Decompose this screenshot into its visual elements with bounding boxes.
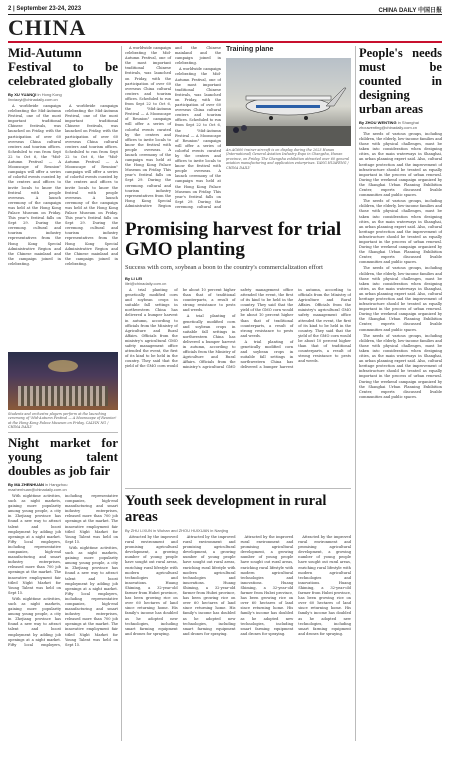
author-email: mazhenhuan@chinadaily.com.cn bbox=[8, 487, 67, 492]
article-body: Attracted by the improved rural environment and promising agricultural development, a growing number of young people have sought out rural areas, enriching rural lifestyle with modern agricultural technologies and innovations. Huang Shiming, a 32-year-old farmer from Hubei province, has been growing rice on over 60 hectares of land since returning home. His family's income has doubled as he adopted new technologies, including smart farming equipment and drones for spraying. bbox=[240, 535, 294, 636]
article-gmo bbox=[125, 220, 351, 458]
author-email: lilei@chinadaily.com.cn bbox=[125, 281, 167, 286]
article-body: With nighttime activities, such as night markets, gaining more popularity among young people, a city in Zhejiang province has found a new way to attract talent and boost employment by adding job openings at a night market. Fifty local employers, including representative companies, high-end manufacturing and smart industry enterprises, released more than 700 job openings at the market. The innovative employment fair titled Night Market for Young Talent was held on Sept 15. bbox=[65, 545, 118, 647]
page-header: 2 | September 23-24, 2023 CHINA DAILY 中国日报 bbox=[8, 6, 442, 14]
article-body: The needs of various groups, including children, the elderly, low-income families and those with physical challenges, must be taken into consideration when designing cities, as the main waterways in Shanghai, an urban planning expert said. Also, cultural heritage protection and the improvement of infrastructure should be treated as equally important in the process of urban renewal. During the weekend campaign organized by the Shanghai Urban Planning Exhibition Center, experts discussed livable communities and public spaces. bbox=[359, 266, 442, 332]
article-body: A trial planting of genetically modified corn and soybean crops in suitable fall settings in northwestern China has delivered a bumper harvest in autumn, according to officials from the Ministry of Agriculture and Rural Affairs. Officials from the ministry's agricultural GMO safety management office attended the event, the first of its kind to be held in the country. They said that the yield of the GMO corn would be about 10 percent higher than that of traditional counterparts, a result of strong resistance to pests and weeds. bbox=[182, 288, 294, 370]
article-body: The needs of various groups, including children, the elderly, low-income families and those with physical challenges, must be taken into consideration when designing cities, as the main waterways in Shanghai, an urban planning expert said. Also, cultural heritage protection and the improvement of infrastructure should be treated as equally important in the process of urban renewal. During the weekend campaign organized by the Shanghai Urban Planning Exhibition Center, experts discussed livable communities and public spaces. bbox=[359, 333, 442, 399]
article-night-market: Night market for young talent doubles as job fair By MA ZHENHUAN in Hangzhou mazhenhuan@chinadaily.com.cn With nighttime activities, such as night markets, gaining more popularity among young people, a city in Zhejiang province has found a new way to attract talent and boost employment by adding job openings at a night market. Fifty local employers, including representative companies, high-end manufacturing and smart industry enterprises, released more than 700 job openings at the market. The innovative employment fair titled Night Market for Young Talent was held on Sept 15. With nighttime activities, such as night markets, gaining more popularity among young people, a city in Zhejiang province has found a new way to attract talent and boost employment by adding job openings at a night market. Fifty local employers, including representative companies, high-end manufacturing and smart industry enterprises, released more than 700 job openings at the market. The innovative employment fair titled Night Market for Young Talent was held on Sept 15. With nighttime activities, such as night markets, gaining more popularity among young people, a city in Zhejiang province has found a new way to attract talent and boost employment by adding job openings at a night market. Fifty local employers, including representative companies, high-end manufacturing and smart industry enterprises, released more than 700 job openings at the market. The innovative employment fair titled Night Market for Young Talent was held on Sept 15. bbox=[8, 435, 118, 647]
article-body: A trial planting of genetically modified corn and soybean crops in suitable fall settings in northwestern China has delivered a bumper harvest in autumn, according to officials from the Ministry of Agriculture and Rural Affairs. Officials from the ministry's agricultural GMO safety management office attended the event, the first of its kind to be held in the country. They said that the yield of the GMO corn would be about 10 percent higher than that of traditional counterparts, a result of strong resistance to pests and weeds. bbox=[240, 288, 351, 370]
article-urban-design: People's needs must be counted in designing urban areas By ZHOU WENTING in Shanghai zhouwenting@chinadaily.com.cn The needs of various groups, including children, the elderly, low-income families and those with physical challenges, must be taken into consideration when designing cities, as the main waterways in Shanghai, an urban planning expert said. Also, cultural heritage protection and the improvement of infrastructure should be treated as equally important in the process of urban renewal. During the weekend campaign organized by the Shanghai Urban Planning Exhibition Center, experts discussed livable communities and public spaces. The needs of various groups, including children, the elderly, low-income families and those with physical challenges, must be taken into consideration when designing cities, as the main waterways in Shanghai, an urban planning expert said. Also, cultural heritage protection and the improvement of infrastructure should be treated as equally important in the process of urban renewal. During the weekend campaign organized by the Shanghai Urban Planning Exhibition Center, experts discussed livable communities and public spaces. The needs of various groups, including children, the elderly, low-income families and those with physical challenges, must be taken into consideration when designing cities, as the main waterways in Shanghai, an urban planning expert said. Also, cultural heritage protection and the improvement of infrastructure should be treated as equally important in the process of urban renewal. During the weekend campaign organized by the Shanghai Urban Planning Exhibition Center, experts discussed livable communities and public spaces. The needs of various groups, including children, the elderly, low-income families and those with physical challenges, must be taken into consideration when designing cities, as the main waterways in Shanghai, an urban planning expert said. Also, cultural heritage protection and the improvement of infrastructure should be treated as equally important in the process of urban renewal. During the weekend campaign organized by the Shanghai Urban Planning Exhibition Center, experts discussed livable communities and public spaces. bbox=[359, 46, 442, 399]
article-body: A worldwide campaign celebrating the Mid-Autumn Festival, one of the most important traditional Chinese festivals, was launched on Friday, with the participation of over 60 overseas China cultural centers and tourism offices. Scheduled to run from Sept 22 to Oct 6, the "Mid-Autumn Festival — A Moonscape of Reunion" campaign will offer a series of colorful events curated by the centers and offices to invite locals to know the festival with people overseas. A launch ceremony of the campaign was held at the Hong Kong Palace Museum on Friday. This year's festival falls on Sept 29. During the ceremony, cultural and tourism industry representatives from the Hong Kong Special Administrative Region and the Chinese mainland and the campaign joined in celebrating. bbox=[8, 104, 61, 266]
article-body: Attracted by the improved rural environment and promising agricultural development, a growing number of young people have sought out rural areas, enriching rural lifestyle with modern agricultural technologies and innovations. Huang Shiming, a 32-year-old farmer from Hubei province, has been growing rice on over 60 hectares of land since returning home. His family's income has doubled as he adopted new technologies, including smart farming equipment and drones for spraying. bbox=[125, 535, 178, 636]
article-headline: People's needs must be counted in designing urban areas bbox=[359, 46, 442, 116]
author-email: zhouwenting@chinadaily.com.cn bbox=[359, 125, 418, 130]
article-body: The needs of various groups, including children, the elderly, low-income families and those with physical challenges, must be taken into consideration when designing cities, as the main waterways in Shanghai, an urban planning expert said. Also, cultural heritage protection and the improvement of infrastructure should be treated as equally important in the process of urban renewal. During the weekend campaign organized by the Shanghai Urban Planning Exhibition Center, experts discussed livable communities and public spaces. bbox=[359, 199, 442, 265]
byline: By MA ZHENHUAN bbox=[8, 482, 44, 487]
byline: By LI LEI bbox=[125, 276, 143, 281]
article-headline: Mid-Autumn Festival to be celebrated globally bbox=[8, 45, 118, 88]
article-headline: Youth seek development in rural areas bbox=[125, 493, 327, 525]
ceremony-photo bbox=[8, 352, 118, 410]
paper-name-cn: 中国日报 bbox=[417, 7, 442, 14]
author-email: linxiaoyi@chinadaily.com.cn bbox=[8, 97, 58, 102]
article-body: A worldwide campaign celebrating the Mid-Autumn Festival, one of the most important traditional Chinese festivals, was launched on Friday, with the participation of over 60 overseas China cultural centers and tourism offices. Scheduled to run from Sept 22 to Oct 6, the "Mid-Autumn Festival — A Moonscape of Reunion" campaign will offer a series of colorful events curated by the centers and offices to invite locals to know the festival with people overseas. A launch ceremony of the campaign was held at the Hong Kong Palace Museum on Friday. This year's festival falls on Sept 29. During the ceremony, cultural and tourism industry representatives from the Hong Kong Special Administrative Region and the Chinese mainland and the campaign joined in celebrating. bbox=[65, 104, 118, 266]
paper-name: CHINA DAILY bbox=[378, 7, 417, 14]
article-mid-autumn-continued bbox=[125, 46, 221, 214]
article-body: The needs of various groups, including children, the elderly, low-income families and those with physical challenges, must be taken into consideration when designing cities, as the main waterways in Shanghai, an urban planning expert said. Also, cultural heritage protection and the improvement of infrastructure should be treated as equally important in the process of urban renewal. During the weekend campaign organized by the Shanghai Urban Planning Exhibition Center, experts discussed livable communities and public spaces. bbox=[359, 132, 442, 198]
page-number: 2 bbox=[8, 6, 12, 12]
article-youth bbox=[125, 493, 351, 760]
article-headline: Promising harvest for trial GMO planting bbox=[125, 219, 342, 260]
aircraft-photo bbox=[226, 58, 351, 146]
photo-kicker: Training plane bbox=[226, 46, 274, 53]
byline: By ZHOU WENTING bbox=[359, 120, 397, 125]
article-body: A trial planting of genetically modified corn and soybean crops in suitable fall settings in northwestern China has delivered a bumper harvest in autumn, according to officials from the Ministry of Agriculture and Rural Affairs. Officials from the ministry's agricultural GMO safety management office attended the event, the first of its kind to be held in the country. They said that the yield of the GMO corn would be about 10 percent higher than that of traditional counterparts, a result of strong resistance to pests and weeds. bbox=[125, 288, 236, 369]
section-masthead bbox=[8, 14, 442, 43]
article-body: A worldwide campaign celebrating the Mid-Autumn Festival, one of the most important traditional Chinese festivals, was launched on Friday, with the participation of over 60 overseas China cultural centers and tourism offices. Scheduled to run from Sept 22 to Oct 6, the "Mid-Autumn Festival — A Moonscape of Reunion" campaign will offer a series of colorful events curated by the centers and offices to invite locals to know the festival with people overseas. A launch ceremony of the campaign was held at the Hong Kong Palace Museum on Friday. This year's festival falls on Sept 29. During the ceremony, cultural and bbox=[175, 67, 221, 209]
photo-caption: Students and orchestra players perform at the launching ceremony of 'Mid-Autumn Festival — A Moonscape of Reunion' at the Hong Kong Palace Museum on Friday. CALVIN NG / CHINA DAILY bbox=[8, 412, 117, 430]
section-title: CHINA bbox=[8, 15, 87, 40]
article-body: Attracted by the improved rural environment and promising agricultural development, a growing number of young people have sought out rural areas, enriching rural lifestyle with modern agricultural technologies and innovations. Huang Shiming, a 32-year-old farmer from Hubei province, has been growing rice on over 60 hectares of land since returning home. His family's income has doubled as he adopted new technologies, including smart farming equipment and drones for spraying. bbox=[182, 535, 236, 636]
byline: By XU YUANQI bbox=[8, 92, 37, 97]
aircraft-icon bbox=[226, 58, 351, 146]
article-subhead: Success with corn, soybean a boon to the country's commercialization effort bbox=[125, 264, 323, 271]
aircraft-caption: An AG600 trainer aircraft is on display during the 2023 Hunan (International) General Aviation Industry Expo in Changsha, Hunan province, on Friday. The Changsha exhibition attracted over 60 general aviation manufacturing and application enterprises. YANG HUAFENG / CHINA DAILY bbox=[226, 148, 350, 170]
article-body: Attracted by the improved rural environment and promising agricultural development, a growing number of young people have sought out rural areas, enriching rural lifestyle with modern agricultural technologies and innovations. Huang Shiming, a 32-year-old farmer from Hubei province, has been growing rice on over 60 hectares of land since returning home. His family's income has doubled as he adopted new technologies, including smart farming equipment and drones for spraying. bbox=[298, 535, 351, 636]
article-headline: Night market for young talent doubles as job fair bbox=[8, 435, 118, 478]
page-date: September 23-24, 2023 bbox=[16, 6, 82, 12]
article-body: A worldwide campaign celebrating the Mid-Autumn Festival, one of the most important traditional Chinese festivals, was launched on Friday, with the participation of over 60 overseas China cultural centers and tourism offices. Scheduled to run from Sept 22 to Oct 6, the "Mid-Autumn Festival — A Moonscape of Reunion" campaign will offer a series of colorful events curated by the centers and offices to invite locals to know the festival with people overseas. A launch ceremony of the campaign was held at the Hong Kong Palace Museum on Friday. This year's festival falls on Sept 29. During the ceremony, cultural and tourism industry representatives from the Hong Kong Special Administrative Region and the Chinese mainland and the campaign joined in celebrating. bbox=[125, 46, 221, 208]
article-body: With nighttime activities, such as night markets, gaining more popularity among young people, a city in Zhejiang province has found a new way to attract talent and boost employment by adding job openings at a night market. Fifty local employers, including representative companies, high-end manufacturing and smart industry enterprises, released more than 700 job openings at the market. The innovative employment fair titled Night Market for Young Talent was held on Sept 15. bbox=[8, 494, 118, 647]
article-body: With nighttime activities, such as night markets, gaining more popularity among young people, a city in Zhejiang province has found a new way to attract talent and boost employment by adding job openings at a night market. Fifty local employers, including representative companies, high-end manufacturing and smart industry enterprises, released more than 700 job openings at the market. The innovative employment fair titled Night Market for Young Talent was held on Sept 15. bbox=[8, 494, 61, 595]
byline: By ZHU LIXUN in Wuhan and ZHOU HUIXUAN in Nanjing bbox=[125, 528, 229, 533]
article-mid-autumn: Mid-Autumn Festival to be celebrated globally By XU YUANQI in Hong Kong linxiaoyi@chinadaily.com.cn A worldwide campaign celebrating the Mid-Autumn Festival, one of the most important traditional Chinese festivals, was launched on Friday, with the participation of over 60 overseas China cultural centers and tourism offices. Scheduled to run from Sept 22 to Oct 6, the "Mid-Autumn Festival — A Moonscape of Reunion" campaign will offer a series of colorful events curated by the centers and offices to invite locals to know the festival with people overseas. A launch ceremony of the campaign was held at the Hong Kong Palace Museum on Friday. This year's festival falls on Sept 29. During the ceremony, cultural and tourism industry representatives from the Hong Kong Special Administrative Region and the Chinese mainland and the campaign joined in celebrating. A worldwide campaign celebrating the Mid-Autumn Festival, one of the most important traditional Chinese festivals, was launched on Friday, with the participation of over 60 overseas China cultural centers and tourism offices. Scheduled to run from Sept 22 to Oct 6, the "Mid-Autumn Festival — A Moonscape of Reunion" campaign will offer a series of colorful events curated by the centers and offices to invite locals to know the festival with people overseas. A launch ceremony of the campaign was held at the Hong Kong Palace Museum on Friday. This year's festival falls on Sept 29. During the ceremony, cultural and tourism industry representatives from the Hong Kong Special Administrative Region and the Chinese mainland and the campaign joined in celebrating. bbox=[8, 45, 118, 266]
